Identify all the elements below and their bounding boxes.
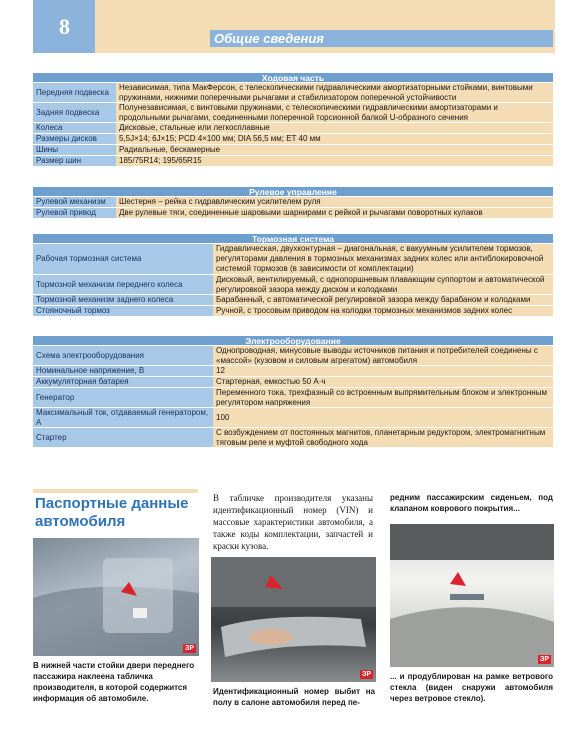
row-value: Дисковый, вентилируемый, с однопоршневым плавающим суппортом и автоматической регулировкой зазора между диском и колодками <box>213 275 553 294</box>
row-value: Стартерная, емкостью 50 А·ч <box>213 377 553 387</box>
row-label: Передняя подвеска <box>33 83 116 102</box>
row-label: Тормозной механизм переднего колеса <box>33 275 213 294</box>
row-label: Размер шин <box>33 156 116 166</box>
row-value: Ручной, с тросовым приводом на колодки тормозных механизмов задних колес <box>213 306 553 316</box>
row-label: Тормозной механизм заднего колеса <box>33 295 213 305</box>
electrical-title: Электрооборудование <box>33 336 553 346</box>
brakes-title: Тормозная система <box>33 234 553 244</box>
row-label: Номинальное напряжение, В <box>33 366 213 376</box>
badge: ЗР <box>539 656 549 663</box>
row-value: Переменного тока, трехфазный со встроенным выпрямительным блоком и электронным регулятором напряжения <box>213 388 553 407</box>
table-row <box>33 377 553 388</box>
table-row <box>33 295 553 306</box>
caption-3-top: редним пассажирским сиденьем, под клапаном коврового покрытия... <box>390 493 553 513</box>
row-value: 185/75R14; 195/65R15 <box>116 156 553 166</box>
row-value: Барабанный, с автоматической регулировкой зазора между барабаном и колодками <box>213 295 553 305</box>
row-label: Аккумуляторная батарея <box>33 377 213 387</box>
row-value: 5,5J×14; 6J×15; PCD 4×100 мм; DIA 56,5 мм; ET 40 мм <box>116 134 553 144</box>
steering-title: Рулевое управление <box>33 187 553 197</box>
table-row <box>33 346 553 366</box>
badge: ЗР <box>184 645 194 652</box>
photo-floor-vin <box>211 557 376 682</box>
row-label: Стартер <box>33 428 213 447</box>
row-value: Две рулевые тяги, соединенные шаровыми шарнирами с рейкой и рычагами поворотных кулаков <box>116 208 553 218</box>
table-row <box>33 306 553 317</box>
caption-2: Идентификационный номер выбит на полу в салоне автомобиля перед пе- <box>213 687 375 707</box>
brakes-table <box>33 234 553 317</box>
photo-door-pillar <box>33 538 199 656</box>
page-number: 8 <box>59 14 70 39</box>
table-row <box>33 408 553 428</box>
row-label: Рулевой привод <box>33 208 116 218</box>
table-row <box>33 123 553 134</box>
table-row <box>33 275 553 295</box>
caption-3-bottom: ... и продублирован на рамке ветрового стекла (виден снаружи автомобиля через ветровое стекло). <box>390 672 553 703</box>
row-value: Гидравлическая, двухконтурная – диагональная, с вакуумным усилителем тормозов, регуляторами давления в тормозных механизмах задних колес или антиблокировочной системой тормозов (в зависимости от комплектации) <box>213 244 553 274</box>
row-label: Рулевой механизм <box>33 197 116 207</box>
table-row <box>33 145 553 156</box>
caption-1: В нижней части стойки двери переднего пассажира наклеена табличка производителя, в которой содержится информация об автомобиле. <box>33 661 195 703</box>
row-value: Независимая, типа МакФерсон, с телескопическими гидравлическими амортизаторными стойками, винтовыми пружинами, нижними поперечными рычагами и стабилизатором поперечной устойчивости <box>116 83 553 102</box>
floor-illustration <box>211 557 376 682</box>
chassis-table <box>33 73 553 167</box>
electrical-table <box>33 336 553 448</box>
row-value: Полунезависимая, с винтовыми пружинами, с телескопическими гидравлическими амортизаторами и продольными рычагами, соединенными поперечной торсионной балкой U-образного сечения <box>116 103 553 122</box>
table-row <box>33 366 553 377</box>
row-label: Схема электрооборудования <box>33 346 213 365</box>
windshield-illustration <box>390 524 554 667</box>
row-label: Генератор <box>33 388 213 407</box>
table-row <box>33 103 553 123</box>
steering-table <box>33 187 553 219</box>
table-row <box>33 244 553 275</box>
photo-windshield-vin <box>390 524 554 667</box>
row-label: Шины <box>33 145 116 155</box>
section-title-bar <box>210 30 553 47</box>
row-value: 100 <box>213 408 553 427</box>
table-row <box>33 428 553 448</box>
row-label: Рабочая тормозная система <box>33 244 213 274</box>
row-label: Стояночный тормоз <box>33 306 213 316</box>
table-row <box>33 156 553 167</box>
badge: ЗР <box>361 671 371 678</box>
page-number-block <box>33 0 95 53</box>
door-pillar-illustration <box>33 538 199 656</box>
row-value: Дисковые, стальные или легкосплавные <box>116 123 553 133</box>
row-label: Задняя подвеска <box>33 103 116 122</box>
row-label: Колеса <box>33 123 116 133</box>
table-row <box>33 134 553 145</box>
row-value: Однопроводная, минусовые выводы источников питания и потребителей соединены с «массой» (кузовом и силовым агрегатом) автомобиля <box>213 346 553 365</box>
table-row <box>33 197 553 208</box>
row-label: Размеры дисков <box>33 134 116 144</box>
row-value: С возбуждением от постоянных магнитов, планетарным редуктором, электромагнитным тяговым реле и муфтой свободного хода <box>213 428 553 447</box>
row-value: 12 <box>213 366 553 376</box>
row-value: Шестерня – рейка с гидравлическим усилителем руля <box>116 197 553 207</box>
chassis-title: Ходовая часть <box>33 73 553 83</box>
table-row <box>33 83 553 103</box>
intro-text: В табличке производителя указаны идентификационный номер (VIN) и массовые характеристики автомобиля, а также коды комплектации, запчастей и краски кузова. <box>213 493 373 551</box>
section-rule <box>33 489 198 493</box>
section-title: Общие сведения <box>214 31 324 46</box>
table-row <box>33 208 553 219</box>
table-row <box>33 388 553 408</box>
row-label: Максимальный ток, отдаваемый генератором, А <box>33 408 213 427</box>
row-value: Радиальные, бескамерные <box>116 145 553 155</box>
passport-heading: Паспортные данные автомобиля <box>35 495 189 530</box>
